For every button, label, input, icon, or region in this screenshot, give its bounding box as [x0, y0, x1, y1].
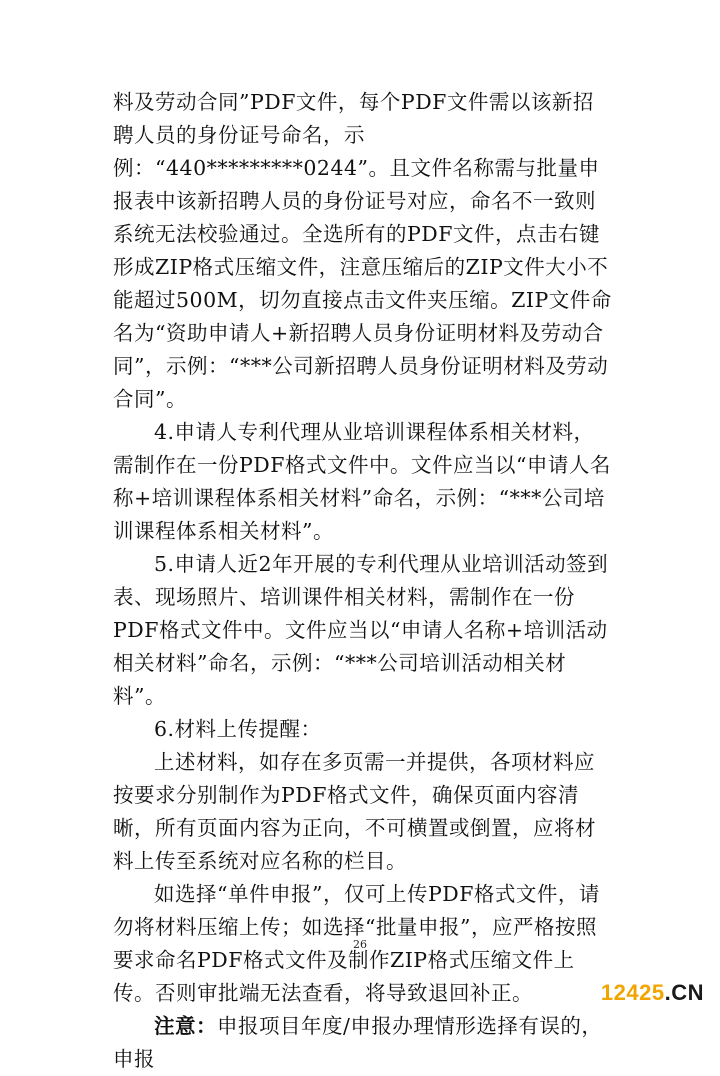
- watermark-dot: .: [664, 980, 672, 1005]
- watermark-suffix: CN: [671, 980, 704, 1005]
- paragraph-item-6-heading: 6.材料上传提醒：: [154, 717, 322, 741]
- watermark-number: 12425: [600, 980, 665, 1005]
- paragraph-note: [113, 1010, 613, 1076]
- note-label: 注意：: [154, 1014, 217, 1038]
- paragraph-upload-requirements: 上述材料，如存在多页需一并提供，各项材料应按要求分别制作为PDF格式文件，确保页面内容清晰，所有页面内容为正向，不可横置或倒置，应将材料上传至系统对应名称的栏目。: [113, 750, 596, 873]
- site-watermark: [601, 980, 704, 1006]
- paragraph-item-4: 4.申请人专利代理从业培训课程体系相关材料，需制作在一份PDF格式文件中。文件应当以“申请人名称+培训课程体系相关材料”命名，示例：“***公司培训课程体系相关材料”。: [113, 420, 611, 543]
- paragraph-declaration-options: 如选择“单件申报”，仅可上传PDF格式文件，请勿将材料压缩上传；如选择“批量申报”，应严格按照要求命名PDF格式文件及制作ZIP格式压缩文件上传。否则审批端无法查看，将导致退回补正。: [113, 882, 600, 1005]
- paragraph-continuation: 料及劳动合同”PDF文件，每个PDF文件需以该新招聘人员的身份证号命名，示例：“440*********0244”。且文件名称需与批量申报表中该新招聘人员的身份证号对应，命名不一致则系统无法校验通过。全选所有的PDF文件，点击右键形成ZIP格式压缩文件，注意压缩后的ZIP文件大小不能超过500M，切勿直接点击文件夹压缩。ZIP文件命名为“资助申请人+新招聘人员身份证明材料及劳动合同”，示例：“***公司新招聘人员身份证明材料及劳动合同”。: [113, 90, 612, 411]
- page-number: 26: [353, 938, 367, 951]
- body-text: [113, 86, 613, 1076]
- note-text: 申报项目年度/申报办理情形选择有误的，申报: [113, 1014, 603, 1071]
- paragraph-item-5: 5.申请人近2年开展的专利代理从业培训活动签到表、现场照片、培训课件相关材料，需制作在一份PDF格式文件中。文件应当以“申请人名称+培训活动相关材料”命名，示例：“***公司培训活动相关材料”。: [113, 552, 609, 708]
